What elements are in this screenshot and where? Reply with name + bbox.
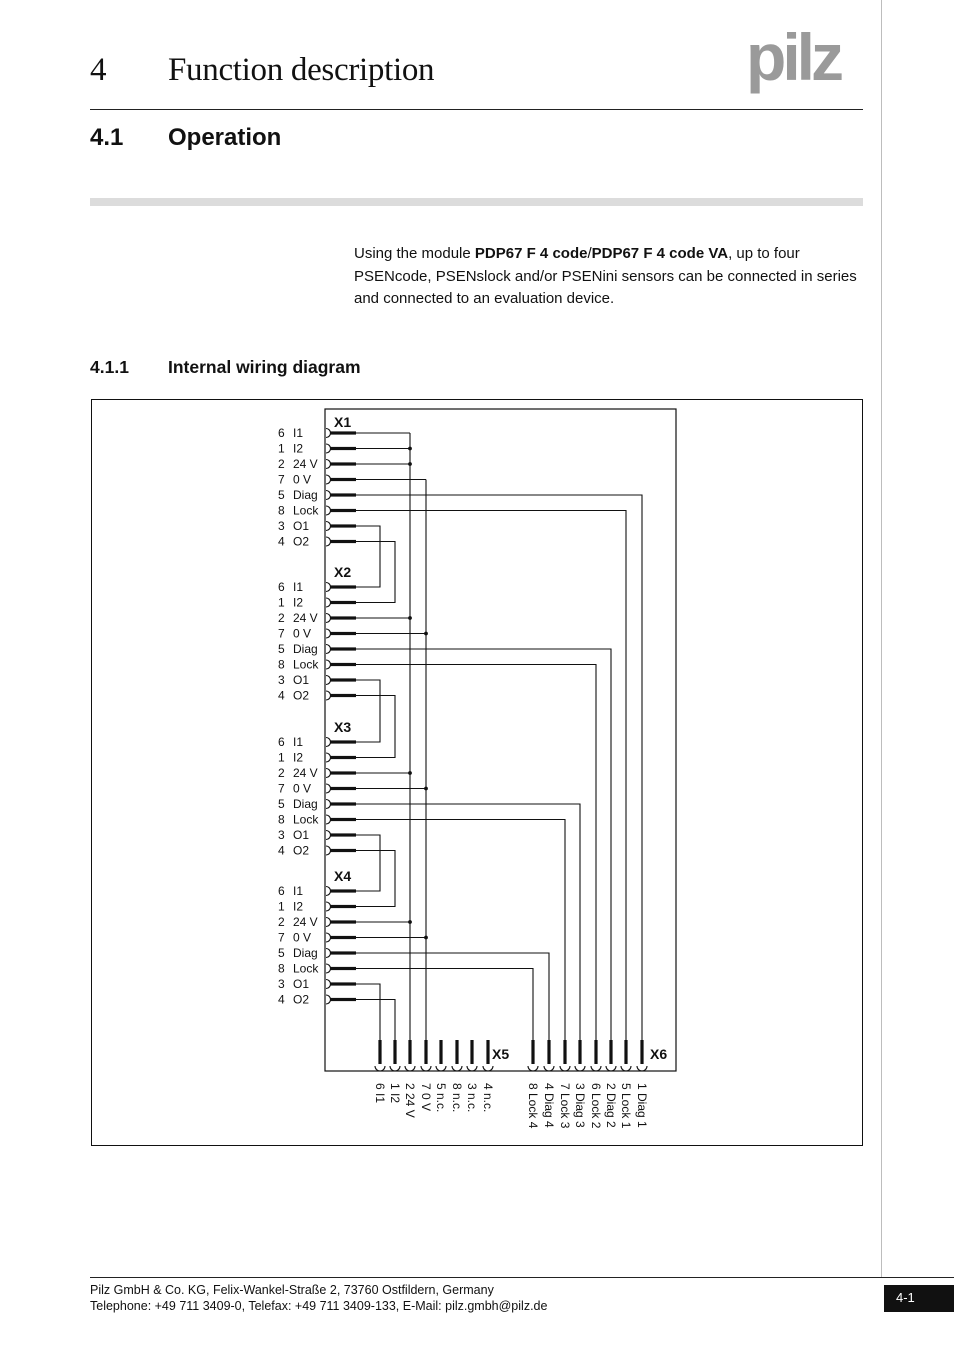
pin-label: Lock xyxy=(293,961,319,976)
pin-number: 8 xyxy=(278,503,285,518)
pin-label: 8 n.c. xyxy=(450,1083,464,1113)
pin-stub xyxy=(378,1040,381,1064)
pin-stub xyxy=(330,585,356,588)
pin-stub xyxy=(330,982,356,985)
pin-number: 3 xyxy=(278,519,285,533)
pin-number: 2 xyxy=(278,915,285,929)
wire-diag xyxy=(356,953,549,1040)
pin-stub xyxy=(330,936,356,939)
pin-terminal xyxy=(326,738,331,747)
intro-text-post: , up to four PSENcode, PSENslock and/or PSENini sensors can be connected in series and connected to an evaluation device. xyxy=(354,245,857,307)
wire-o1-chain xyxy=(356,526,380,587)
junction-dot xyxy=(408,616,412,620)
pin-stub xyxy=(330,632,356,635)
pin-terminal xyxy=(326,460,331,469)
pin-label: Diag xyxy=(293,946,318,960)
pin-terminal xyxy=(326,645,331,654)
pin-number: 4 xyxy=(278,843,285,858)
junction-dot xyxy=(424,787,428,791)
pin-terminal xyxy=(467,1066,477,1071)
wire-o2-chain xyxy=(356,542,395,603)
pin-number: 4 xyxy=(278,688,285,703)
junction-dot xyxy=(408,771,412,775)
pin-terminal xyxy=(326,995,331,1004)
pin-terminal xyxy=(326,784,331,793)
junction-dot xyxy=(424,936,428,940)
pin-label: Diag xyxy=(293,642,318,656)
pin-stub xyxy=(330,802,356,805)
wire-o1-chain xyxy=(356,680,380,742)
pin-terminal xyxy=(326,583,331,592)
pin-label: I2 xyxy=(293,899,304,914)
wiring-diagram xyxy=(91,399,863,1146)
pin-number: 7 xyxy=(278,930,285,945)
pin-stub xyxy=(330,524,356,527)
pin-terminal xyxy=(326,691,331,700)
pin-terminal xyxy=(326,753,331,762)
pin-label: O2 xyxy=(293,843,310,858)
connector-label-x6: X6 xyxy=(650,1046,668,1062)
pilz-logo: pilz xyxy=(746,20,840,94)
footer-contact: Telephone: +49 711 3409-0, Telefax: +49 711 3409-133, E-Mail: pilz.gmbh@pilz.de xyxy=(90,1299,548,1313)
pin-stub xyxy=(547,1040,550,1064)
module-name-2: PDP67 F 4 code VA xyxy=(591,245,729,262)
pin-label: 3 Diag 3 xyxy=(573,1083,587,1128)
pin-label: 0 V xyxy=(293,626,312,641)
pin-terminal xyxy=(326,598,331,607)
pin-terminal xyxy=(591,1066,601,1071)
section-title: Operation xyxy=(168,124,282,151)
pin-stub xyxy=(455,1040,458,1064)
pin-stub xyxy=(640,1040,643,1064)
wire-o2-chain xyxy=(356,696,395,758)
pin-stub xyxy=(330,663,356,666)
pin-stub xyxy=(330,493,356,496)
pin-label: O1 xyxy=(293,828,310,842)
pin-stub xyxy=(330,431,356,434)
wire-diag xyxy=(356,495,642,1040)
pin-stub xyxy=(578,1040,581,1064)
pin-label: 6 I1 xyxy=(373,1083,387,1104)
pin-terminal xyxy=(326,429,330,438)
pin-number: 1 xyxy=(278,595,285,610)
pin-label: 4 n.c. xyxy=(481,1083,495,1113)
pin-terminal xyxy=(326,475,331,484)
pin-stub xyxy=(330,998,356,1001)
pin-stub xyxy=(330,818,356,821)
pin-terminal xyxy=(326,676,331,685)
pin-stub xyxy=(330,540,356,543)
pin-label: 7 0 V xyxy=(419,1083,433,1112)
pin-stub xyxy=(594,1040,597,1064)
pin-stub xyxy=(330,694,356,697)
pin-terminal xyxy=(637,1066,647,1071)
wire-lock xyxy=(356,511,626,1041)
pin-terminal xyxy=(575,1066,585,1071)
connector-label-x4: X4 xyxy=(334,868,352,884)
pin-terminal xyxy=(326,506,331,515)
pin-terminal xyxy=(326,769,331,778)
pin-number: 1 xyxy=(278,441,285,456)
pin-label: 0 V xyxy=(293,472,312,487)
pin-label: 7 Lock 3 xyxy=(558,1083,572,1129)
pin-number: 7 xyxy=(278,626,285,641)
pin-number: 3 xyxy=(278,828,285,842)
pin-number: 7 xyxy=(278,781,285,796)
page-edge-line xyxy=(881,0,882,1278)
pin-stub xyxy=(408,1040,411,1064)
pin-terminal xyxy=(326,980,331,989)
pin-terminal xyxy=(326,522,331,531)
pin-terminal xyxy=(560,1066,570,1071)
pin-stub xyxy=(330,509,356,512)
pin-label: Diag xyxy=(293,488,318,502)
pin-stub xyxy=(470,1040,473,1064)
pin-label: Lock xyxy=(293,812,319,827)
pin-terminal xyxy=(326,949,331,958)
footer-rule xyxy=(90,1277,954,1278)
module-box xyxy=(325,409,676,1071)
pin-stub xyxy=(330,647,356,650)
pin-stub xyxy=(330,771,356,774)
pin-number: 6 xyxy=(278,884,285,898)
pin-stub xyxy=(424,1040,427,1064)
section-divider xyxy=(90,198,863,206)
pin-stub xyxy=(330,740,356,743)
pin-number: 2 xyxy=(278,766,285,780)
pin-terminal xyxy=(405,1066,415,1071)
pin-stub xyxy=(330,833,356,836)
pin-label: 2 Diag 2 xyxy=(604,1083,618,1128)
pin-terminal xyxy=(390,1066,400,1071)
intro-sep: / xyxy=(587,245,592,262)
pin-stub xyxy=(330,787,356,790)
pin-stub xyxy=(330,678,356,681)
pin-label: 4 Diag 4 xyxy=(542,1083,556,1128)
pin-number: 3 xyxy=(278,673,285,687)
module-name-1: PDP67 F 4 code xyxy=(474,245,588,262)
pin-number: 8 xyxy=(278,657,285,672)
header-rule xyxy=(90,109,863,110)
pin-label: Lock xyxy=(293,657,319,672)
pin-number: 7 xyxy=(278,472,285,487)
pin-terminal xyxy=(375,1066,385,1071)
pin-stub xyxy=(330,478,356,481)
pin-stub xyxy=(330,462,356,465)
pin-label: 1 I2 xyxy=(388,1083,402,1104)
pin-label: Diag xyxy=(293,797,318,811)
pin-label: O2 xyxy=(293,992,310,1007)
pin-label: 24 V xyxy=(293,457,318,471)
wire-lock xyxy=(356,820,565,1041)
pin-stub xyxy=(330,951,356,954)
pin-number: 6 xyxy=(278,580,285,594)
junction-dot xyxy=(424,632,428,636)
pin-number: 6 xyxy=(278,735,285,749)
pin-label: 24 V xyxy=(293,915,318,929)
chapter-title: Function description xyxy=(168,52,435,88)
wire-diag xyxy=(356,649,611,1040)
pin-label: Lock xyxy=(293,503,319,518)
pin-terminal xyxy=(326,660,331,669)
pin-terminal xyxy=(326,964,331,973)
connector-label-x3: X3 xyxy=(334,719,352,735)
pin-terminal xyxy=(326,614,331,623)
pin-label: I1 xyxy=(293,580,304,594)
connector-label-x1: X1 xyxy=(334,414,352,430)
pin-stub xyxy=(330,967,356,970)
pin-label: O2 xyxy=(293,534,310,549)
pin-terminal xyxy=(452,1066,462,1071)
pin-label: I1 xyxy=(293,426,304,440)
pin-stub xyxy=(531,1040,534,1064)
pin-stub xyxy=(330,447,356,450)
pin-label: I1 xyxy=(293,735,304,749)
section-number: 4.1 xyxy=(90,124,124,151)
pin-label: 6 Lock 2 xyxy=(589,1083,603,1129)
pin-label: I2 xyxy=(293,750,304,765)
pin-number: 4 xyxy=(278,534,285,549)
wire-lock xyxy=(356,665,596,1041)
pin-stub xyxy=(330,920,356,923)
pin-stub xyxy=(330,889,356,892)
pin-label: 8 Lock 4 xyxy=(526,1083,540,1129)
pin-number: 5 xyxy=(278,488,285,502)
pin-number: 8 xyxy=(278,961,285,976)
wire-o2-chain xyxy=(356,851,395,907)
subsection-number: 4.1.1 xyxy=(90,357,129,377)
pin-label: O1 xyxy=(293,519,310,533)
pin-number: 2 xyxy=(278,611,285,625)
pin-terminal xyxy=(326,491,331,500)
pin-terminal xyxy=(544,1066,554,1071)
pin-label: 24 V xyxy=(293,766,318,780)
pin-label: 5 n.c. xyxy=(434,1083,448,1113)
pin-terminal xyxy=(436,1066,446,1071)
junction-dot xyxy=(408,462,412,466)
pin-stub xyxy=(439,1040,442,1064)
pin-terminal xyxy=(326,444,331,453)
pin-stub xyxy=(330,601,356,604)
pin-stub xyxy=(393,1040,396,1064)
pin-terminal xyxy=(326,887,331,896)
pin-number: 4 xyxy=(278,992,285,1007)
pin-number: 3 xyxy=(278,977,285,991)
pin-number: 5 xyxy=(278,797,285,811)
pin-terminal xyxy=(326,831,331,840)
pin-label: 0 V xyxy=(293,781,312,796)
pin-label: 24 V xyxy=(293,611,318,625)
pin-label: I2 xyxy=(293,595,304,610)
pin-terminal xyxy=(326,846,331,855)
pin-stub xyxy=(330,905,356,908)
junction-dot xyxy=(408,920,412,924)
wire-x4-o2 xyxy=(356,1000,395,1041)
pin-label: 3 n.c. xyxy=(465,1083,479,1113)
intro-paragraph xyxy=(354,243,862,311)
connector-label-x5: X5 xyxy=(492,1046,510,1062)
chapter-number: 4 xyxy=(90,52,107,88)
wire-lock xyxy=(356,969,533,1041)
pin-number: 6 xyxy=(278,426,285,440)
footer-address: Pilz GmbH & Co. KG, Felix-Wankel-Straße 2, 73760 Ostfildern, Germany xyxy=(90,1283,494,1297)
pin-number: 1 xyxy=(278,899,285,914)
pin-terminal xyxy=(326,629,331,638)
pin-stub xyxy=(330,756,356,759)
pin-number: 5 xyxy=(278,946,285,960)
pin-stub xyxy=(563,1040,566,1064)
connector-label-x2: X2 xyxy=(334,564,352,580)
pin-stub xyxy=(486,1040,489,1064)
pin-terminal xyxy=(326,933,331,942)
wiring-diagram-svg xyxy=(91,399,863,1146)
wire-x4-o1 xyxy=(356,984,380,1040)
wire-o1-chain xyxy=(356,835,380,891)
page-number: 4-1 xyxy=(884,1285,954,1312)
pin-label: O1 xyxy=(293,673,310,687)
pin-number: 8 xyxy=(278,812,285,827)
pin-terminal xyxy=(326,902,331,911)
pin-label: O1 xyxy=(293,977,310,991)
pin-terminal xyxy=(621,1066,631,1071)
pin-terminal xyxy=(483,1066,493,1071)
pin-terminal xyxy=(326,537,331,546)
pin-terminal xyxy=(326,800,331,809)
pin-number: 5 xyxy=(278,642,285,656)
pin-label: 5 Lock 1 xyxy=(619,1083,633,1129)
pin-stub xyxy=(330,616,356,619)
pin-label: 0 V xyxy=(293,930,312,945)
intro-text-pre: Using the module xyxy=(354,245,475,262)
pin-terminal xyxy=(606,1066,616,1071)
pin-terminal xyxy=(528,1066,538,1071)
pin-stub xyxy=(624,1040,627,1064)
pin-terminal xyxy=(326,815,331,824)
diagram-frame xyxy=(92,400,863,1146)
pin-stub xyxy=(330,849,356,852)
pin-label: I2 xyxy=(293,441,304,456)
pin-label: 2 24 V xyxy=(403,1083,417,1118)
pin-label: 1 Diag 1 xyxy=(635,1083,649,1128)
pin-number: 2 xyxy=(278,457,285,471)
subsection-title: Internal wiring diagram xyxy=(168,357,361,377)
pin-label: I1 xyxy=(293,884,304,898)
pin-label: O2 xyxy=(293,688,310,703)
pin-stub xyxy=(609,1040,612,1064)
junction-dot xyxy=(408,447,412,451)
pin-number: 1 xyxy=(278,750,285,765)
pin-terminal xyxy=(326,918,331,927)
pin-terminal xyxy=(421,1066,431,1071)
